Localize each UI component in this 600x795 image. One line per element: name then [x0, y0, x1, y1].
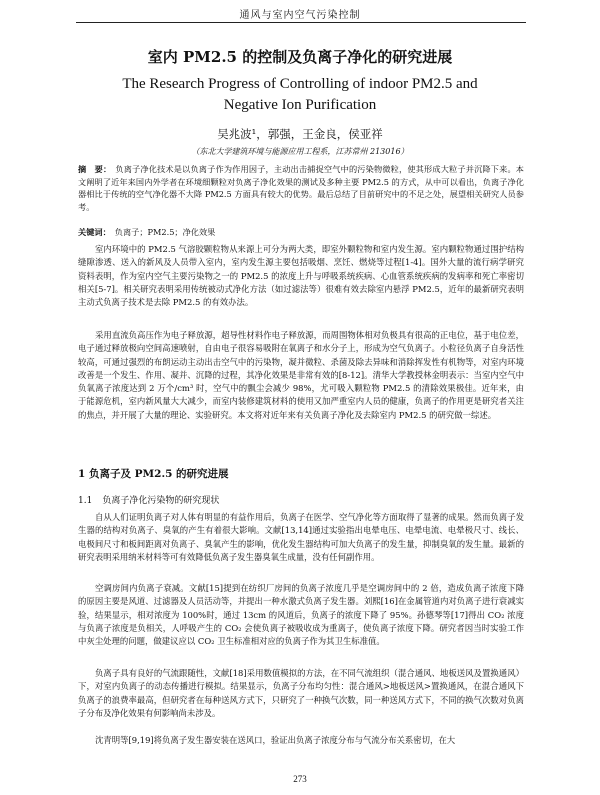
keywords	[78, 227, 524, 238]
header-rule	[76, 22, 526, 23]
paragraph-1: 室内环境中的 PM2.5 气溶胶颗粒物从来源上可分为两大类，即室外颗粒物和室内发生源。室内颗粒物通过围护结构缝隙渗透、送入的新风及人员带入室内，室内发生源主要包括吸烟、烹饪、燃烧等过程[1-4]。国外大量的流行病学研究资料表明，作为室内空气主要污染物之一的 PM2.5 的浓度上升与呼吸系统疾病、心血管系统疾病的发病率和死亡率密切相关[5-7]。相关研究表明采用传统被动式净化方法（如过滤法等）很难有效去除室内悬浮 PM2.5，近年的最新研究表明主动式负离子技术是去除 PM2.5 的有效办法。	[78, 244, 524, 308]
keywords-label: 关键词：	[78, 227, 111, 237]
paragraph-6: 沈青明等[9,19]将负离子发生器安装在送风口，验证出负离子浓度分布与气流分布关系密切，在大	[95, 735, 456, 745]
section-heading-1: 1 负离子及 PM2.5 的研究进展	[78, 468, 229, 480]
running-head: 通风与室内空气污染控制	[239, 10, 361, 21]
paragraph-2: 采用直流负高压作为电子释放源，超导性材料作电子释放源，而周围物体相对负极具有很高的正电位，基于电位差，电子通过释放极向空间高速喷射，自由电子很容易吸附在氧离子和水分子上，形成为空气负离子。小粒径负离子自身活性较高，可通过强烈的布朗运动主动出击空气中的污染物，凝并微粒、杀菌及除去异味和消除挥发性有机物等，对室内环境改善是一个发生、作用、凝并、沉降的过程，其净化效果是非常有效的[8-12]。清华大学教授林金明表示：当室内空气中负氧离子浓度达到 2 万个/cm³ 时，空气中的飘尘会减少 98%，尤可吸入颗粒物 PM2.5 的清除效果极佳。近年来，由于能源危机，室内新风量大大减少，而室内装修建筑材料的使用又加严重室内人员的健康，负离子的作用更是研究者关注的焦点，并开展了大量的理论、实验研究。本文将对近年来有关负离子净化及去除室内 PM2.5 的研究做一综述。	[78, 330, 524, 420]
abstract-label: 摘 要：	[78, 164, 112, 174]
affiliation: （东北大学建筑环境与能源应用工程系，江苏常州 213016）	[191, 147, 409, 156]
paper-title-english: The Research Progress of Controlling of indoor PM2.5 and Negative Ion Purification	[122, 76, 478, 113]
section-number: 1.1	[78, 496, 93, 506]
page-number: 273	[293, 774, 307, 784]
authors: 吴兆波¹，郭强，王金良，侯亚祥	[217, 127, 383, 141]
abstract	[78, 163, 524, 213]
section-title: 负离子净化污染物的研究现状	[102, 496, 220, 506]
paper-title-chinese: 室内 PM2.5 的控制及负离子净化的研究进展	[147, 48, 453, 66]
keywords-text: 负离子；PM2.5；净化效果	[114, 227, 216, 237]
section-heading-1-1	[78, 493, 219, 506]
paragraph-3: 自从人们证明负离子对人体有明显的有益作用后，负离子在医学、空气净化等方面取得了显著的成果。然而负离子发生器的结构对负离子、臭氧的产生有着很大影响。文献[13,14]通过实验指出电晕电压、电晕电流、电晕极尺寸、线长、电极间尺寸和板间距离对负离子、臭氧产生的影响，优化发生器结构可加大负离子的发生量，抑制臭氧的发生量。最新的研究表明采用纳米材料等可有效降低负离子发生器臭氧生成量，没有任何副作用。	[78, 512, 524, 562]
paragraph-4: 空调房间内负离子衰减。文献[15]提到在纺织厂房间的负离子浓度几乎是空调房间中的 2 倍，造成负离子浓度下降的原因主要是风道、过滤器及人员活动等，并提出一种水激式负离子发生器。刘熙[16]在金属管道内对负离子进行衰减实验，结果显示，相对浓度为 100%时，通过 13cm 的风道后，负离子的浓度下降了 95%。孙德琴等[17]得出 CO₂ 浓度与负离子浓度是负相关，人呼吸产生的 CO₂ 会使负离子被吸收成为重离子，使负离子浓度下降。研究者因当时实验工作中灰尘处理的问题，做建议应以 CO₂ 卫生标准相对应的负离子作为其卫生标准值。	[78, 583, 524, 647]
abstract-text: 负离子净化技术是以负离子作为作用因子，主动出击捕捉空气中的污染物微粒，使其形成大粒子并沉降下来。本文阐明了近年来国内外学者在环境细颗粒对负离子净化效果的测试及多种主要 PM2.5 的方式，从中可以看出，负离子净化器相比于传统的空气净化器不大降 PM2.5 方面具有较大的优势。最后总结了目前研究中的不足之处，展望相关研究人员参考。	[78, 164, 524, 212]
paragraph-5: 负离子具有良好的气流跟随性，文献[18]采用数值模拟的方法，在不同气流组织（混合通风、地板送风及置换通风）下，对室内负离子的动态传播进行模拟。结果显示，负离子分布均匀性：混合通风>地板送风>置换通风，在混合通风下负离子的浪费率最高，但研究者在每种送风方式下，只研究了一种换气次数，同一种送风方式下，不同的换气次数对负离子分布及净化效果有何影响尚未涉及。	[78, 668, 524, 718]
